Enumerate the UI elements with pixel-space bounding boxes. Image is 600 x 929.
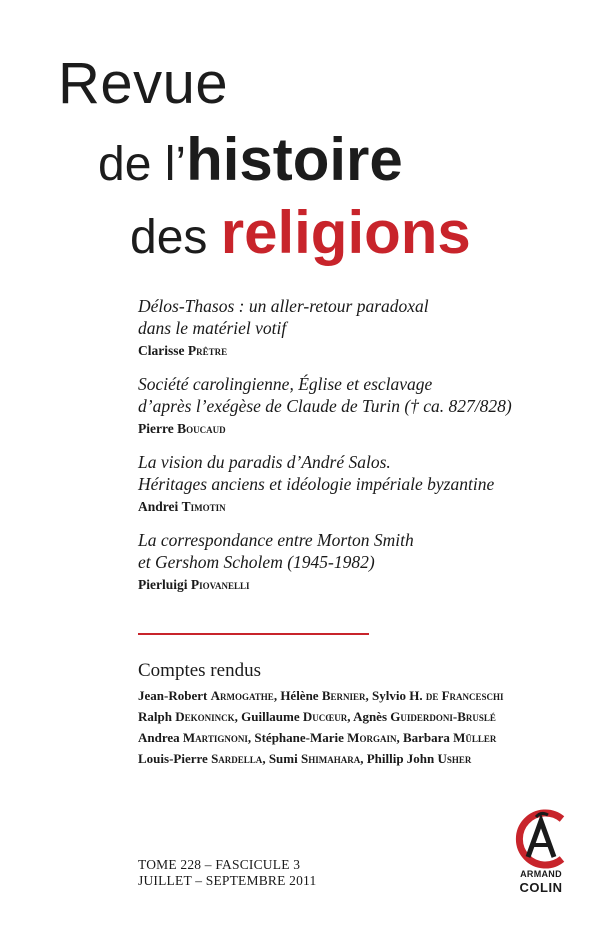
armand-colin-logo [508, 809, 574, 905]
article-author: Pierre Boucaud [138, 421, 226, 436]
reviewers-line: Jean-Robert Armogathe, Hélène Bernier, Sylvio H. de Franceschi [138, 688, 504, 703]
article-author: Andrei Timotin [138, 499, 226, 514]
article-author: Pierluigi Piovanelli [138, 577, 250, 592]
journal-title-line3 [130, 199, 471, 266]
armand-colin-logo-icon [508, 809, 574, 869]
issue-info [138, 857, 316, 889]
reviewers-line: Louis-Pierre Sardella, Sumi Shimahara, Phillip John Usher [138, 751, 472, 766]
articles-list [138, 295, 583, 607]
title-word-histoire: histoire [186, 126, 403, 193]
article-item [138, 451, 583, 516]
publisher-name-line2: COLIN [519, 880, 563, 895]
issue-date: JUILLET – SEPTEMBRE 2011 [138, 873, 317, 888]
reviewers-list [138, 685, 588, 769]
red-divider [138, 633, 369, 635]
article-title: La correspondance entre Morton Smith et Gershom Scholem (1945-1982) [138, 530, 414, 572]
title-prefix: de l’ [98, 138, 187, 191]
reviewers-line: Andrea Martignoni, Stéphane-Marie Morgain, Barbara Müller [138, 730, 497, 745]
article-title: La vision du paradis d’André Salos. Héritages anciens et idéologie impériale byzantine [138, 452, 495, 494]
journal-title-line1: Revue [58, 51, 229, 116]
article-item [138, 295, 583, 360]
article-item [138, 373, 583, 438]
reviews-section [138, 660, 588, 769]
article-title: Délos-Thasos : un aller-retour paradoxal dans le matériel votif [138, 296, 429, 338]
title-prefix: des [130, 211, 221, 264]
journal-title-line2 [98, 126, 403, 193]
reviews-heading: Comptes rendus [138, 660, 261, 681]
reviewers-line: Ralph Dekoninck, Guillaume Ducœur, Agnès Guiderdoni-Bruslé [138, 709, 496, 724]
publisher-name-line1: ARMAND [520, 869, 562, 879]
article-title: Société carolingienne, Église et esclavage d’après l’exégèse de Claude de Turin († ca. 827/828) [138, 374, 512, 416]
issue-volume: TOME 228 – FASCICULE 3 [138, 857, 301, 872]
article-item [138, 529, 583, 594]
article-author: Clarisse Prêtre [138, 343, 228, 358]
title-word-religions: religions [220, 199, 471, 266]
